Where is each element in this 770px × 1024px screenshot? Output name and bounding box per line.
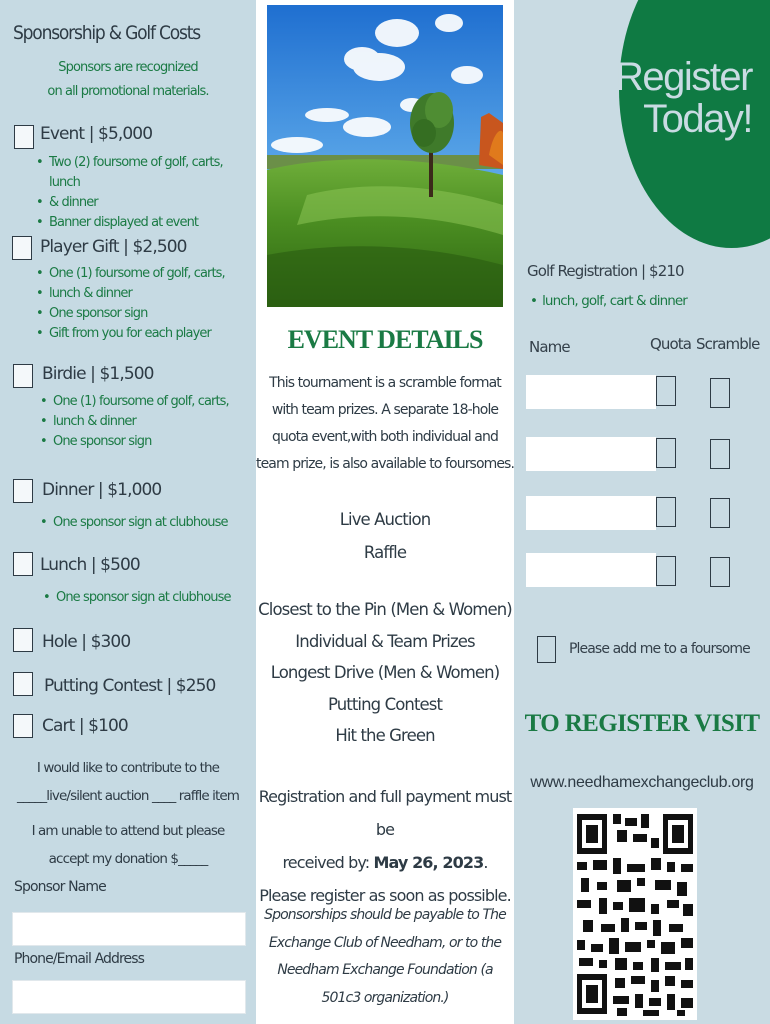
- player-gift-tier-label: Player Gift | $2,500: [40, 237, 187, 257]
- benefit-item: • One sponsor sign at clubhouse: [40, 513, 228, 533]
- putting-contest-tier-checkbox[interactable]: [13, 672, 33, 696]
- player-1-name-field[interactable]: [526, 375, 656, 409]
- player-3-scramble-checkbox[interactable]: [710, 498, 730, 528]
- putting-contest-tier-label: Putting Contest | $250: [44, 676, 216, 696]
- name-column-header: Name: [529, 338, 570, 356]
- includes-text: lunch, golf, cart & dinner: [542, 293, 687, 309]
- player-4-scramble-checkbox[interactable]: [710, 557, 730, 587]
- register-today-heading: [615, 56, 752, 140]
- donation-line-2: accept my donation $_____: [48, 851, 208, 867]
- description-line: with team prizes. A separate 18-hole: [271, 402, 499, 418]
- description-line: quota event,with both individual and: [272, 429, 498, 445]
- benefit-item: • Banner displayed at event: [36, 213, 256, 233]
- golf-registration-includes: [530, 293, 687, 309]
- golf-course-image: [267, 5, 503, 307]
- event-tier-checkbox[interactable]: [14, 125, 34, 149]
- sponsorship-panel: [0, 0, 256, 1024]
- lunch-tier-benefits: [43, 588, 231, 608]
- payable-line: Needham Exchange Foundation (a: [277, 962, 493, 978]
- registration-deadline-date: May 26, 2023: [373, 853, 484, 872]
- website-link[interactable]: www.needhamexchangeclub.org: [530, 774, 754, 791]
- benefit-item-cont: • & dinner: [36, 193, 256, 213]
- hole-tier-checkbox[interactable]: [13, 628, 33, 652]
- period-text: .: [483, 853, 488, 872]
- payable-line: 501c3 organization.): [321, 989, 449, 1006]
- bullet-glyph: •: [530, 293, 538, 309]
- phone-email-label: Phone/Email Address: [14, 951, 145, 967]
- payable-line: Exchange Club of Needham, or to the: [268, 934, 502, 951]
- lunch-tier-label: Lunch | $500: [40, 555, 140, 575]
- player-1-scramble-checkbox[interactable]: [710, 378, 730, 408]
- payable-note: [256, 902, 514, 1012]
- contribute-line-2: _____live/silent auction ____ raffle item: [16, 788, 240, 804]
- registration-panel: [514, 0, 770, 1024]
- event-extras: [256, 503, 514, 569]
- add-to-foursome-label: Please add me to a foursome: [569, 641, 750, 657]
- player-gift-tier-benefits: [36, 264, 225, 344]
- player-2-name-field[interactable]: [526, 437, 656, 471]
- contest-item: Closest to the Pin (Men & Women): [258, 600, 512, 619]
- description-line: team prize, is also available to foursomes.: [256, 456, 515, 472]
- birdie-tier-checkbox[interactable]: [13, 364, 33, 388]
- registration-deadline-block: [256, 780, 514, 912]
- raffle-text: Raffle: [363, 543, 407, 562]
- hole-tier-label: Hole | $300: [42, 632, 131, 652]
- benefit-item-cont: • lunch & dinner: [40, 412, 229, 432]
- contest-item: Longest Drive (Men & Women): [270, 663, 500, 682]
- donation-line-1: I am unable to attend but please: [31, 823, 225, 839]
- registration-line-1: Registration and full payment must be: [258, 787, 512, 839]
- quota-column-header: Quota: [650, 335, 692, 353]
- payable-line: Sponsorships should be payable to The: [264, 907, 506, 923]
- player-1-quota-checkbox[interactable]: [656, 376, 676, 406]
- live-auction-text: Live Auction: [339, 510, 431, 529]
- dinner-tier-label: Dinner | $1,000: [42, 480, 162, 500]
- scramble-column-header: Scramble: [696, 335, 760, 353]
- contest-item: Hit the Green: [335, 726, 435, 745]
- player-4-name-field[interactable]: [526, 553, 656, 587]
- qr-code[interactable]: [573, 808, 697, 1020]
- benefit-item: • One sponsor sign: [36, 304, 225, 324]
- registration-line-3: Please register as soon as possible.: [259, 886, 511, 905]
- event-description: [256, 370, 514, 478]
- contest-item: Putting Contest: [327, 694, 443, 714]
- birdie-tier-benefits: [40, 392, 229, 452]
- sponsor-recognition-line-1: Sponsors are recognized: [58, 60, 198, 75]
- sponsorship-title: Sponsorship & Golf Costs: [13, 22, 200, 44]
- benefit-item: • Gift from you for each player: [36, 324, 225, 344]
- qr-code-icon: [573, 808, 697, 1020]
- lunch-tier-checkbox[interactable]: [13, 552, 33, 576]
- event-details-title: EVENT DETAILS: [287, 325, 483, 354]
- event-details-panel: [256, 0, 514, 1024]
- to-register-visit-heading: TO REGISTER VISIT: [524, 710, 760, 737]
- register-word: Register: [615, 55, 752, 99]
- benefit-item: • One (1) foursome of golf, carts,: [36, 264, 225, 284]
- player-3-name-field[interactable]: [526, 496, 656, 530]
- benefit-item: • One sponsor sign at clubhouse: [43, 588, 231, 608]
- sponsor-name-field[interactable]: [12, 912, 246, 946]
- registration-line-2: [256, 846, 514, 879]
- add-to-foursome-checkbox[interactable]: [537, 636, 556, 663]
- event-tier-benefits: [36, 153, 256, 233]
- dinner-tier-checkbox[interactable]: [13, 479, 33, 503]
- benefit-item: • One sponsor sign: [40, 432, 229, 452]
- player-3-quota-checkbox[interactable]: [656, 497, 676, 527]
- benefit-item: • Two (2) foursome of golf, carts, lunch: [36, 153, 256, 193]
- birdie-tier-label: Birdie | $1,500: [42, 364, 154, 384]
- player-2-quota-checkbox[interactable]: [656, 438, 676, 468]
- contest-list: [256, 594, 514, 752]
- cart-tier-label: Cart | $100: [42, 716, 128, 736]
- cart-tier-checkbox[interactable]: [13, 714, 33, 738]
- golf-registration-price: Golf Registration | $210: [527, 262, 684, 280]
- contribute-line-1: I would like to contribute to the: [36, 760, 220, 776]
- received-by-text: received by:: [282, 853, 374, 872]
- event-tier-label: Event | $5,000: [40, 124, 153, 144]
- benefit-item-cont: • lunch & dinner: [36, 284, 225, 304]
- phone-email-field[interactable]: [12, 980, 246, 1014]
- player-4-quota-checkbox[interactable]: [656, 556, 676, 586]
- player-gift-tier-checkbox[interactable]: [12, 236, 32, 260]
- contest-item: Individual & Team Prizes: [295, 631, 475, 651]
- sponsor-recognition-line-2: on all promotional materials.: [47, 84, 209, 99]
- today-word: Today!: [643, 97, 752, 141]
- dinner-tier-benefits: [40, 513, 228, 533]
- sponsor-name-label: Sponsor Name: [14, 879, 106, 895]
- description-line: This tournament is a scramble format: [269, 375, 501, 391]
- benefit-item: • One (1) foursome of golf, carts,: [40, 392, 229, 412]
- player-2-scramble-checkbox[interactable]: [710, 439, 730, 469]
- golf-course-photo: [267, 5, 503, 307]
